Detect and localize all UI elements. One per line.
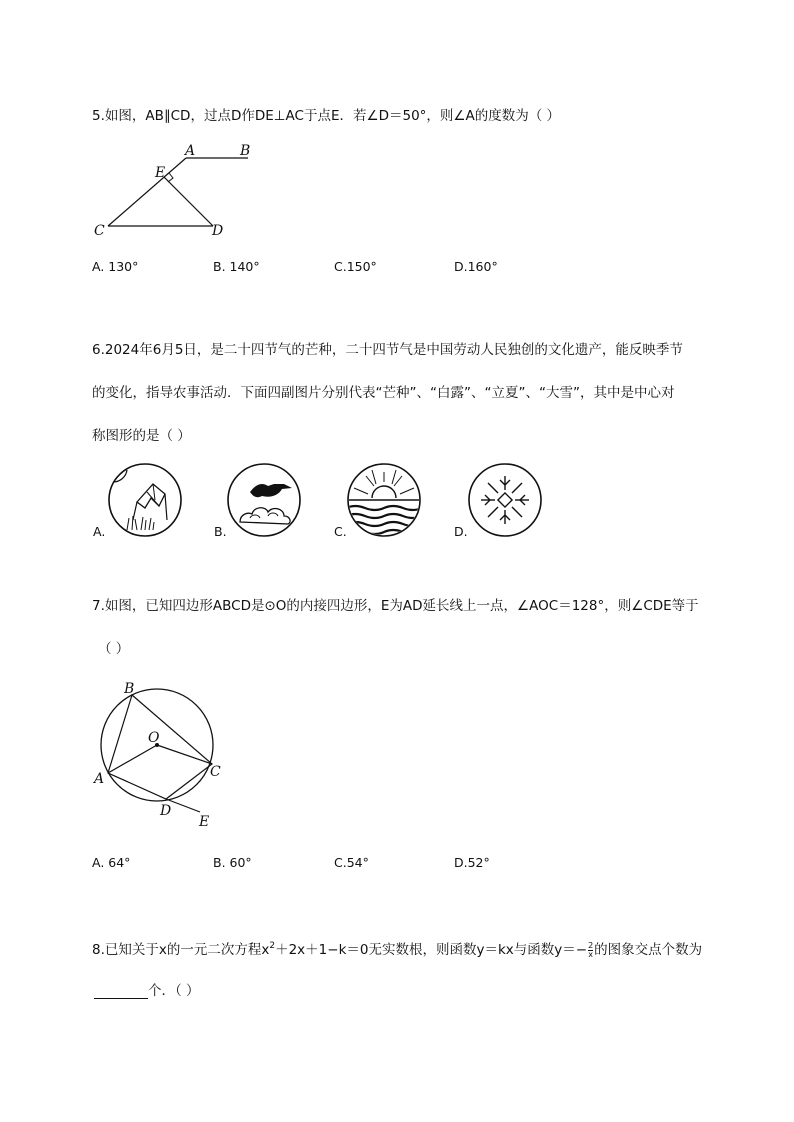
q7-stem-line2: （ ）: [98, 641, 130, 657]
great-snow-emblem: [467, 462, 543, 538]
start-of-summer-emblem: [346, 462, 422, 538]
label-b: B: [124, 681, 135, 697]
q6-stem-line1: 6.2024年6月5日，是二十四节气的芒种，二十四节气是中国劳动人民独创的文化遗产，能反映季节: [92, 342, 683, 358]
line-ac: [108, 158, 186, 226]
label-c: C: [210, 764, 221, 780]
q7-option-d: D.52°: [454, 855, 490, 870]
line-de: [164, 177, 213, 226]
q5-figure: [88, 138, 268, 242]
q5-option-c: C.150°: [334, 259, 377, 274]
label-a: A: [185, 143, 196, 159]
label-d: D: [160, 803, 172, 819]
white-dew-emblem: [226, 462, 302, 538]
q5-option-b: B. 140°: [213, 259, 260, 274]
answer-blank[interactable]: [94, 985, 148, 999]
segment-oc: [157, 745, 212, 764]
q8-fraction: [588, 942, 593, 959]
q6-option-b: B.: [214, 524, 227, 539]
q5-option-d: D.160°: [454, 259, 498, 274]
q8-stem-part1: 8.已知关于x的一元二次方程x: [92, 942, 270, 958]
q6-stem-line3: 称图形的是（ ）: [92, 428, 191, 444]
q8-stem-line2: [94, 983, 200, 999]
label-a: A: [94, 771, 105, 787]
q6-option-c: C.: [334, 524, 347, 539]
q6-option-d: D.: [454, 524, 468, 539]
label-b: B: [240, 143, 251, 159]
q5-stem: 5.如图，AB∥CD，过点D作DE⊥AC于点E．若∠D＝50°，则∠A的度数为（ ）: [92, 108, 561, 124]
label-c: C: [94, 223, 105, 239]
q7-option-b: B. 60°: [213, 855, 252, 870]
label-o: O: [148, 730, 160, 746]
q6-stem-line2: 的变化，指导农事活动．下面四副图片分别代表“芒种”、“白露”、“立夏”、“大雪”，其中是中心对: [92, 385, 675, 401]
label-e: E: [199, 814, 210, 830]
q8-exponent: 2: [269, 941, 276, 951]
q6-option-a: A.: [93, 524, 106, 539]
q7-figure: [88, 676, 238, 832]
q7-option-a: A. 64°: [92, 855, 131, 870]
q8-stem-part2: ＋2x＋1−k＝0无实数根，则函数y＝kx与函数y＝−: [275, 942, 588, 958]
q8-fraction-denominator: x: [588, 949, 593, 959]
q7-option-c: C.54°: [334, 855, 369, 870]
q7-stem-line1: 7.如图，已知四边形ABCD是⊙O的内接四边形，E为AD延长线上一点，∠AOC＝128°，则∠CDE等于: [92, 598, 699, 614]
q5-option-a: A. 130°: [92, 259, 139, 274]
grain-in-ear-emblem: [107, 462, 183, 538]
q8-stem-part3: 的图象交点个数为: [594, 942, 703, 958]
q8-fraction-numerator: 2: [588, 940, 594, 950]
label-e: E: [155, 165, 166, 181]
right-angle-mark: [168, 173, 173, 182]
quadrilateral-abcd: [108, 695, 212, 799]
q8-line2-tail: 个．（ ）: [148, 983, 200, 999]
q8-stem-line1: [92, 938, 702, 959]
label-d: D: [212, 223, 224, 239]
